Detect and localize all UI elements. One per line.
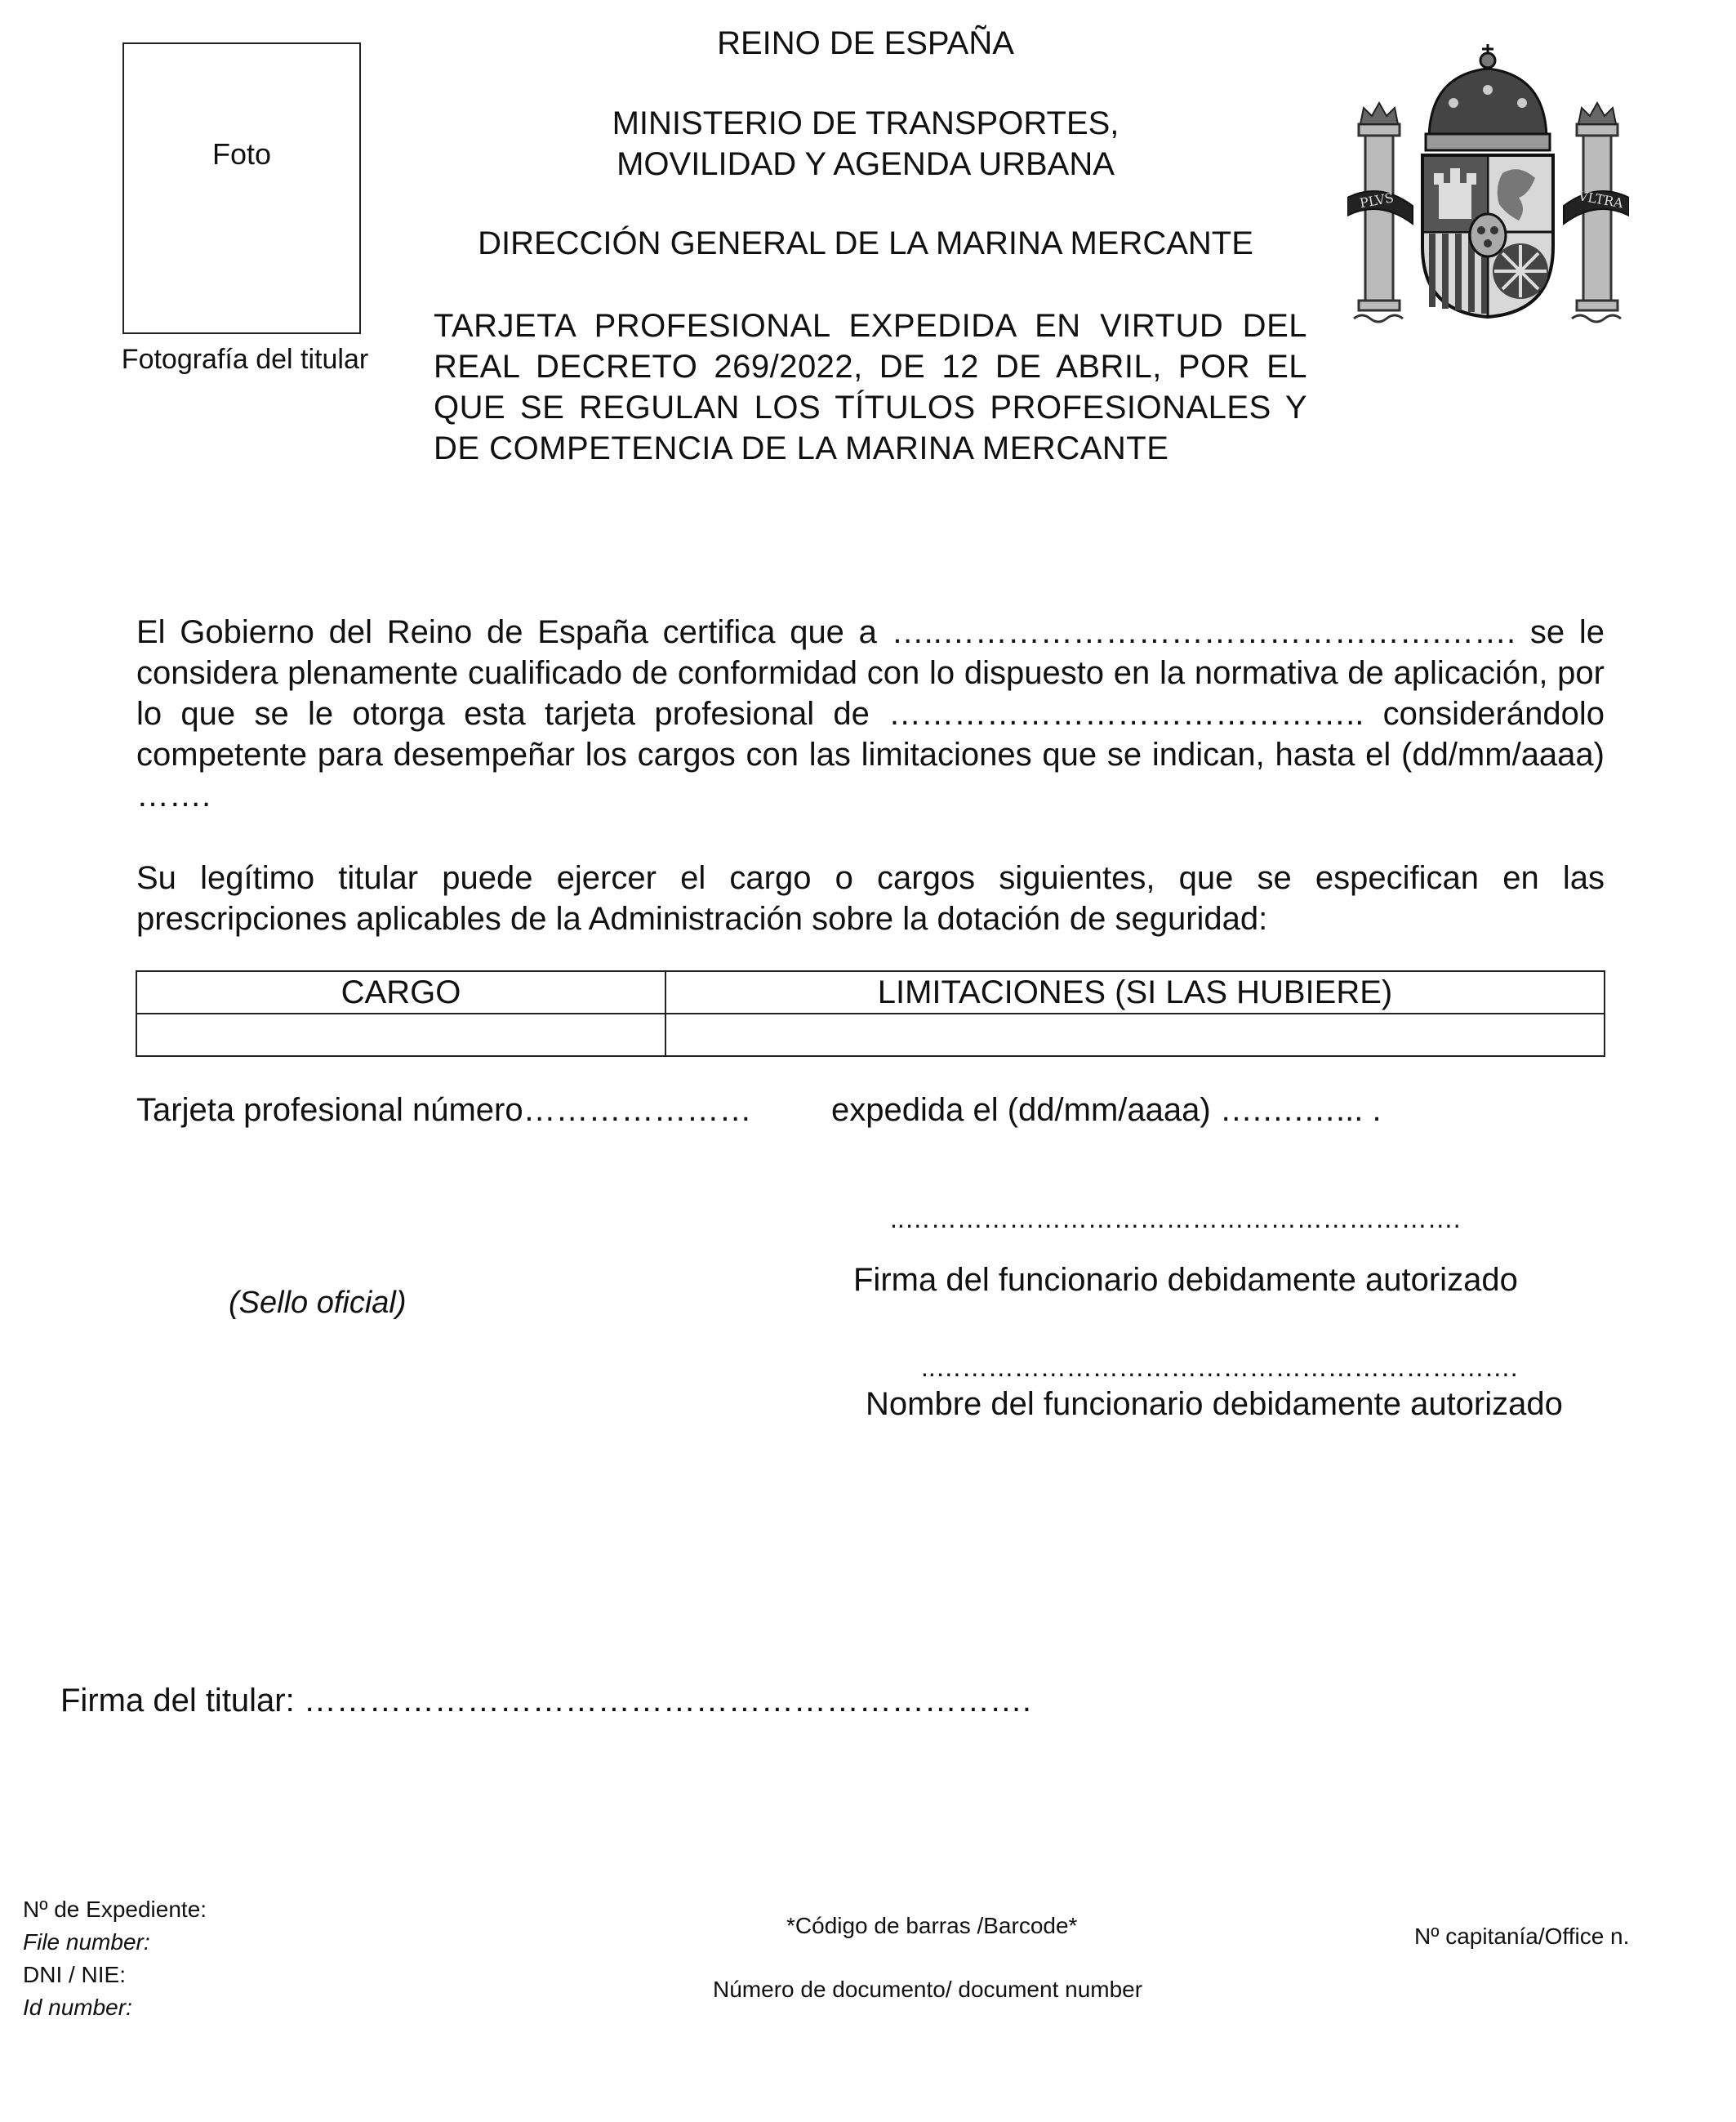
table-row [136, 1014, 1605, 1056]
card-number-field[interactable]: Tarjeta profesional número………………… [136, 1092, 752, 1128]
holder-signature-line [60, 1683, 1031, 1719]
motto-left: PLVS [1358, 189, 1395, 212]
directorate-title: DIRECCIÓN GENERAL DE LA MARINA MERCANTE [478, 225, 1253, 261]
office-number-label: Nº capitanía/Office n. [1414, 1924, 1630, 1949]
cargo-cell[interactable] [136, 1014, 665, 1056]
kingdom-title: REINO DE ESPAÑA [717, 25, 1014, 61]
photo-placeholder [122, 42, 361, 334]
issue-date-field[interactable]: expedida el (dd/mm/aaaa) ….….…... . [831, 1092, 1382, 1128]
ministry-line-2: MOVILIDAD Y AGENDA URBANA [617, 146, 1115, 182]
column-header-cargo: CARGO [136, 971, 665, 1014]
file-number-label-es: Nº de Expediente: [23, 1897, 207, 1922]
official-seal-label: (Sello oficial) [229, 1286, 407, 1320]
decree-text: TARJETA PROFESIONAL EXPEDIDA EN VIRTUD DEL REAL DECRETO 269/2022, DE 12 DE ABRIL, POR EL QUE SE REGULAN LOS TÍTULOS PROFESIONALES Y DE COMPETENCIA DE LA MARINA MERCANTE [434, 308, 1307, 466]
table-header-row [136, 971, 1605, 1014]
official-signature-label: Firma del funcionario debidamente autorizado [853, 1262, 1518, 1298]
file-number-label-en: File number: [23, 1929, 150, 1955]
coat-of-arms-icon [1347, 42, 1629, 324]
holder-signature-label: Firma del titular: [60, 1683, 295, 1719]
ministry-line-1: MINISTERIO DE TRANSPORTES, [612, 105, 1119, 141]
barcode-placeholder: *Código de barras /Barcode* [786, 1913, 1078, 1938]
certification-paragraph: El Gobierno del Reino de España certifica que a …..……………………………………….……. se le considera plenamente cualificado de conformidad con lo dispuesto en la normativa de aplicación, por lo que se le otorga esta tarjeta profesional de …………………………………….. considerándolo competente para desempeñar los cargos con las limitaciones que se indican, hasta el (dd/mm/aaaa) ……. [136, 614, 1605, 814]
id-label-en: Id number: [23, 1995, 132, 2020]
duties-paragraph: Su legítimo titular puede ejercer el cargo o cargos siguientes, que se especifican en las prescripciones aplicables de la Administración sobre la dotación de seguridad: [136, 860, 1605, 937]
official-signature-line: ..………………………………………………………. [890, 1204, 1461, 1233]
motto-right: VLTRA [1577, 188, 1625, 212]
holder-signature-dots: …………………………………………………………. [303, 1683, 1031, 1719]
official-name-label: Nombre del funcionario debidamente autorizado [866, 1386, 1563, 1422]
document-number-label: Número de documento/ document number [713, 1977, 1143, 2002]
id-label-es: DNI / NIE: [23, 1962, 127, 1987]
photo-label: Foto [211, 137, 272, 171]
column-header-limitations: LIMITACIONES (SI LAS HUBIERE) [665, 971, 1605, 1014]
cargo-table [136, 970, 1605, 1057]
photo-caption: Fotografía del titular [121, 344, 369, 375]
official-name-line: ..…………………………………………………………. [921, 1353, 1518, 1382]
limitations-cell[interactable] [665, 1014, 1605, 1056]
